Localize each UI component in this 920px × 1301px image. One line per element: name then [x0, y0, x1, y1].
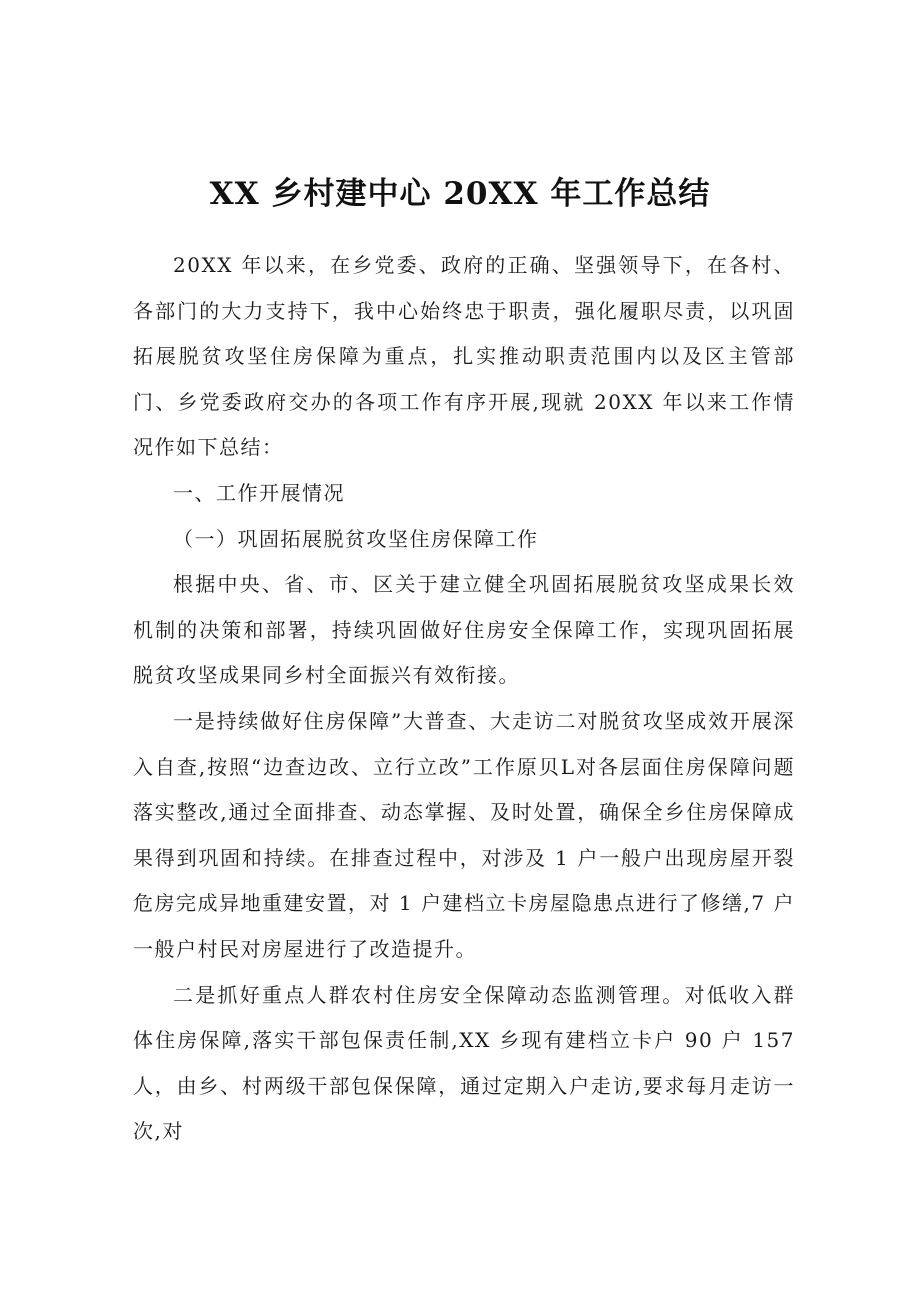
- subsection-heading: （一）巩固拓展脱贫攻坚住房保障工作: [173, 526, 539, 551]
- section-heading: 一、工作开展情况: [173, 480, 345, 505]
- intro-paragraph: 20XX 年以来，在乡党委、政府的正确、坚强领导下，在各村、各部门的大力支持下，我中心始终忠于职责，强化履职尽责，以巩固拓展脱贫攻坚住房保障为重点，扎实推动职责范围内以及区主管部门、乡党委政府交办的各项工作有序开展,现就 20XX 年以来工作情况作如下总结：: [133, 253, 795, 460]
- document-title: XX 乡村建中心 20XX 年工作总结: [209, 176, 711, 212]
- body-paragraph: 一是持续做好住房保障”大普查、大走访二对脱贫攻坚成效开展深入自查,按照“边查边改、立行立改”工作原贝L对各层面住房保障问题落实整改,通过全面排查、动态掌握、及时处置，确保全乡住房保障成果得到巩固和持续。在排查过程中，对涉及 1 户一般户出现房屋开裂危房完成异地重建安置，对 1 户建档立卡房屋隐患点进行了修缮,7 户一般户村民对房屋进行了改造提升。: [133, 708, 795, 961]
- body-paragraph: 根据中央、省、市、区关于建立健全巩固拓展脱贫攻坚成果长效机制的决策和部署，持续巩固做好住房安全保障工作，实现巩固拓展脱贫攻坚成果同乡村全面振兴有效衔接。: [133, 572, 795, 688]
- document-body: [133, 243, 795, 1155]
- body-paragraph: 二是抓好重点人群农村住房安全保障动态监测管理。对低收入群体住房保障,落实干部包保责任制,XX 乡现有建档立卡户 90 户 157 人，由乡、村两级干部包保保障，通过定期入户走访,要求每月走访一次,对: [133, 982, 795, 1144]
